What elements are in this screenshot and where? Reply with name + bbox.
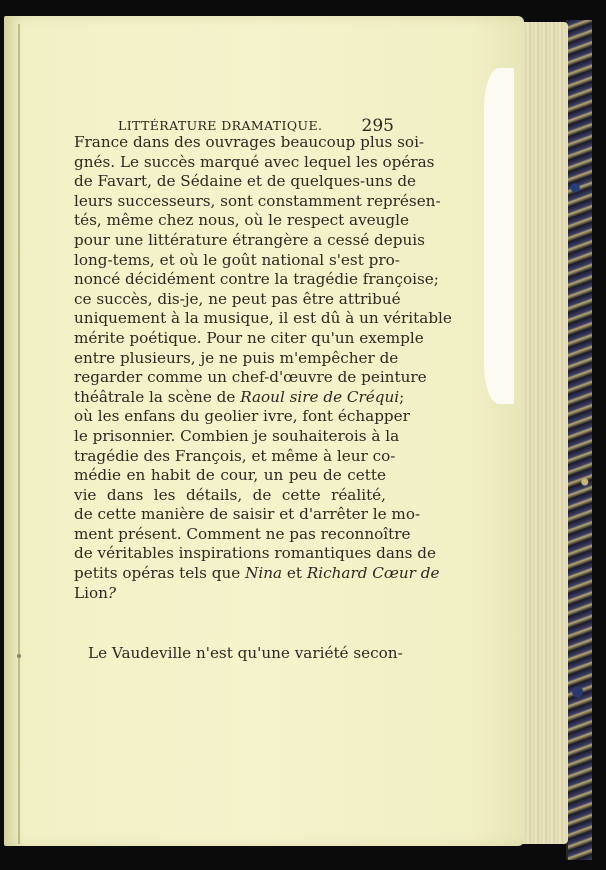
text-line: [74, 387, 405, 408]
text-line: [74, 426, 400, 447]
text-line: [74, 348, 399, 369]
italic-title: Richard Cœur de: [306, 564, 440, 583]
text-line: [74, 289, 401, 310]
text-fragment: Lion: [74, 583, 108, 602]
text-line: [74, 505, 421, 525]
italic-title: Raoul sire de Créqui: [240, 387, 400, 406]
text-line: [74, 564, 440, 584]
text-fragment: petits opéras tels que: [74, 564, 246, 583]
text-line: [74, 191, 441, 212]
running-head: LITTÉRATURE DRAMATIQUE.: [118, 118, 323, 133]
text-fragment: de Favart, de Sédaine et de quelques-uns de: [74, 172, 417, 191]
text-line: [74, 152, 435, 173]
text-fragment: de cette manière de saisir et d'arrêter le mo-: [74, 505, 421, 524]
text-fragment: ;: [399, 387, 405, 406]
body-text: [74, 133, 452, 603]
second-paragraph-start: Le Vaudeville n'est qu'une variété secon-: [88, 644, 403, 662]
text-line: [74, 230, 425, 251]
text-fragment: et: [282, 564, 307, 583]
text-line: [74, 250, 400, 271]
text-line: [74, 172, 417, 192]
text-fragment: vie dans les détails, de cette réalité,: [74, 485, 386, 504]
text-line: [74, 270, 439, 290]
text-line: [74, 368, 427, 388]
text-line: [74, 584, 386, 604]
paper-gap: [484, 68, 514, 404]
text-line: [74, 211, 409, 231]
text-line: [74, 328, 424, 349]
text-fragment: entre plusieurs, je ne puis m'empêcher de: [74, 348, 399, 367]
text-fragment: pour une littérature étrangère a cessé depuis: [74, 230, 425, 249]
text-fragment: uniquement à la musique, il est dû à un véritable: [74, 309, 452, 328]
gutter-shadow: [18, 24, 20, 844]
page-number: 295: [361, 116, 394, 136]
text-fragment: de véritables inspirations romantiques dans de: [74, 544, 437, 563]
text-line: [74, 486, 386, 506]
italic-title: ?: [107, 583, 117, 602]
text-line: [74, 309, 452, 329]
text-fragment: ce succès, dis-je, ne peut pas être attribué: [74, 289, 401, 308]
text-fragment: noncé décidément contre la tragédie françoise;: [74, 270, 439, 289]
text-fragment: théâtrale la scène de: [74, 387, 241, 406]
text-fragment: le prisonnier. Combien je souhaiterois à la: [74, 426, 400, 445]
text-fragment: tragédie des François, et même à leur co-: [74, 446, 396, 465]
text-fragment: leurs successeurs, sont constamment représen-: [74, 191, 441, 210]
text-line: [74, 544, 437, 564]
text-line: [74, 524, 411, 545]
text-line: [74, 133, 425, 153]
text-fragment: long-tems, et où le goût national s'est pro-: [74, 250, 400, 269]
text-fragment: France dans des ouvrages beaucoup plus soi-: [74, 133, 425, 151]
text-fragment: gnés. Le succès marqué avec lequel les opéras: [74, 152, 435, 171]
marbled-cover-edge: [566, 20, 592, 860]
text-fragment: tés, même chez nous, où le respect aveugle: [74, 211, 409, 230]
text-fragment: mérite poétique. Pour ne citer qu'un exemple: [74, 328, 424, 347]
italic-title: Nina: [245, 564, 283, 583]
text-fragment: où les enfans du geolier ivre, font échapper: [74, 407, 410, 426]
text-line: [74, 466, 386, 486]
text-fragment: regarder comme un chef-d'œuvre de peinture: [74, 368, 427, 387]
text-fragment: ment présent. Comment ne pas reconnoître: [74, 524, 411, 543]
text-line: [74, 446, 396, 467]
text-line: [74, 407, 410, 427]
text-fragment: médie en habit de cour, un peu de cette: [74, 466, 386, 485]
page-mark: [17, 654, 21, 658]
